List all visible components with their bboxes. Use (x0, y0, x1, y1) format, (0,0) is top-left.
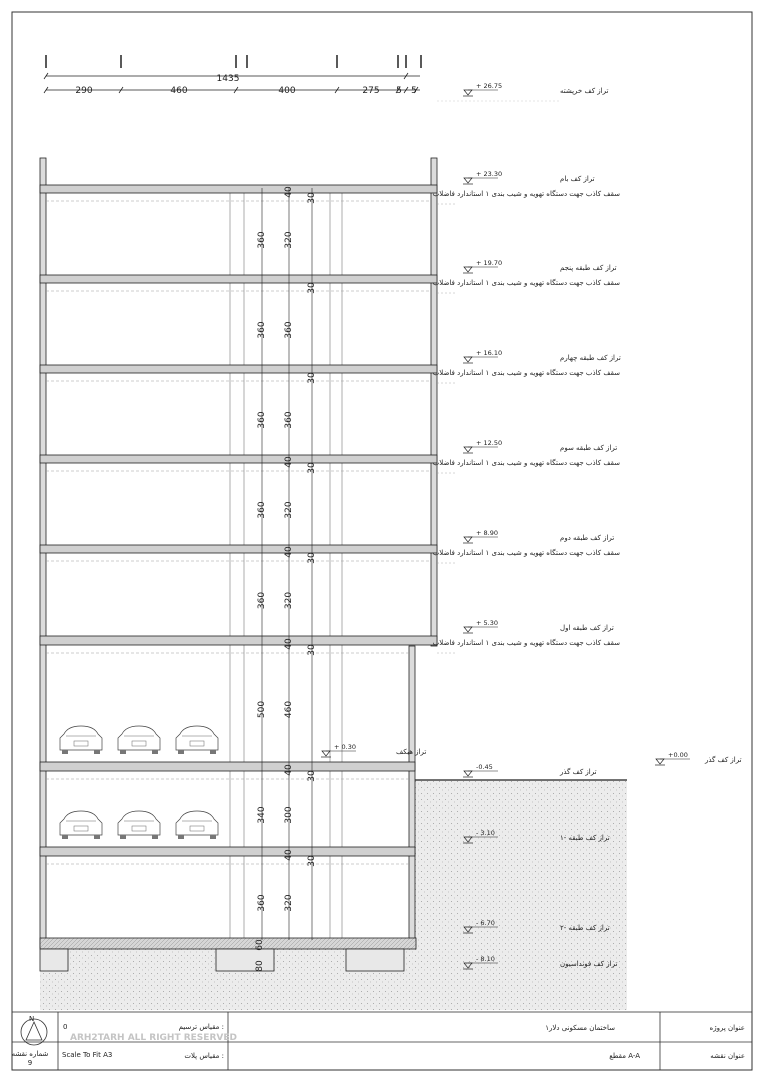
floor-total-height-2: 360 (257, 321, 267, 339)
ceiling-depth-2: 30 (307, 282, 317, 294)
dim-segment-6: 5 (411, 86, 417, 96)
floor-total-height-4: 360 (257, 501, 267, 519)
level-value-fourth: + 16.10 (476, 349, 503, 357)
level-value-fifth: + 19.70 (476, 259, 503, 267)
car-icon-6 (176, 811, 218, 839)
level-label-parapet: تراز کف خرپشته (560, 87, 609, 95)
car-wheel-right-5 (152, 835, 158, 839)
floor-total-height-8: 360 (257, 894, 267, 912)
floor-clear-height-7: 300 (284, 806, 294, 824)
level-triangle-icon-third (464, 447, 472, 452)
drawing-title-label: عنوان نقشه (710, 1052, 745, 1060)
dim-segment-3: 400 (278, 86, 296, 96)
level-label-b1: تراز کف طبقه -۱ (560, 834, 610, 842)
level-value-hakok: + 0.30 (334, 743, 356, 751)
foundation-raft (40, 938, 416, 949)
floor-total-height-6: 500 (257, 700, 267, 719)
level-value-street: +0.00 (668, 751, 688, 759)
ceiling-depth-8: 30 (307, 855, 317, 867)
car-wheel-left-2 (120, 750, 126, 754)
plot-scale-label: مقیاس پلات : (184, 1052, 224, 1060)
level-triangle-icon-roof (464, 178, 472, 183)
ceiling-note-third: سقف کاذب جهت دستگاه تهویه و شیب بندی ۱ استاندارد فاضلاب (432, 459, 620, 467)
slab-thickness-7: 40 (284, 764, 294, 776)
dim-segment-5: 5 (396, 86, 402, 96)
ceiling-depth-1: 30 (307, 192, 317, 204)
level-label-third: تراز کف طبقه سوم (560, 444, 618, 452)
car-icon-1 (60, 726, 102, 754)
level-value-parapet: + 26.75 (476, 82, 503, 90)
sheet-number-label: شماره نقشه (11, 1050, 49, 1058)
floor-clear-height-5: 320 (284, 591, 294, 610)
slab-thickness-4: 40 (284, 456, 294, 468)
level-marker-fourth (433, 349, 621, 383)
ceiling-note-second: سقف کاذب جهت دستگاه تهویه و شیب بندی ۱ استاندارد فاضلاب (432, 549, 620, 557)
project-title-value: ساختمان مسکونی دلار۱ (545, 1024, 615, 1032)
soil-fill (415, 780, 627, 1010)
car-icon-4 (60, 811, 102, 839)
level-marker-third (433, 439, 620, 473)
car-wheel-right-6 (210, 835, 216, 839)
ceiling-depth-5: 30 (307, 552, 317, 564)
slab-thickness-5: 40 (284, 546, 294, 558)
car-wheel-left-3 (178, 750, 184, 754)
level-marker-street (655, 751, 742, 765)
car-wheel-right-3 (210, 750, 216, 754)
ceiling-depth-7: 30 (307, 770, 317, 782)
level-triangle-icon-second (464, 537, 472, 542)
level-label-roof: تراز کف بام (560, 175, 595, 183)
floor-clear-height-3: 360 (284, 411, 294, 429)
level-triangle-icon-parapet (464, 90, 472, 95)
dim-segment-2: 460 (170, 86, 188, 96)
car-body-1 (60, 726, 102, 750)
level-triangle-icon-fifth (464, 267, 472, 272)
scale-value: Scale To Fit A3 (62, 1051, 113, 1059)
floor-total-height-1: 360 (257, 231, 267, 249)
car-body-4 (60, 811, 102, 835)
car-icon-5 (118, 811, 160, 839)
slab-thickness-1: 40 (284, 186, 294, 198)
level-value-roof: + 23.30 (476, 170, 503, 178)
sheet-border (12, 12, 752, 1070)
parked-cars (60, 726, 218, 839)
level-label-ground: تراز کف گذر (560, 768, 597, 776)
level-value-second: + 8.90 (476, 529, 498, 537)
car-wheel-left-4 (62, 835, 68, 839)
floor-slabs (40, 185, 437, 856)
level-value-foundation: - 8.10 (476, 955, 495, 963)
car-body-5 (118, 811, 160, 835)
level-marker-ground (463, 763, 597, 777)
foundation-dim-80: 80 (255, 960, 265, 972)
floor-clear-height-4: 320 (284, 501, 294, 519)
watermark: ARH2TARH ALL RIGHT RESERVED (70, 1033, 237, 1043)
floor-total-height-5: 360 (257, 591, 267, 610)
ceiling-note-roof: سقف کاذب جهت دستگاه تهویه و شیب بندی ۱ استاندارد فاضلاب (432, 190, 620, 198)
project-title-label: عنوان پروژه (709, 1024, 745, 1032)
level-label-hakok: تراز هبکف (396, 748, 427, 756)
car-body-2 (118, 726, 160, 750)
level-triangle-icon-hakok (322, 751, 330, 756)
level-label-second: تراز کف طبقه دوم (560, 534, 615, 542)
level-triangle-icon-first (464, 627, 472, 632)
floor-clear-height-6: 460 (284, 700, 294, 719)
ceiling-depth-6: 30 (307, 644, 317, 656)
level-value-b2: - 6.70 (476, 919, 495, 927)
level-triangle-icon-ground (464, 771, 472, 776)
level-label-first: تراز کف طبقه اول (560, 624, 614, 632)
ceiling-note-first: سقف کاذب جهت دستگاه تهویه و شیب بندی ۱ استاندارد فاضلاب (432, 639, 620, 647)
dim-segment-1: 290 (75, 86, 93, 96)
floor-total-height-3: 360 (257, 411, 267, 429)
car-wheel-right-2 (152, 750, 158, 754)
car-body-6 (176, 811, 218, 835)
car-wheel-left-6 (178, 835, 184, 839)
dim-overall: 1435 (216, 74, 240, 84)
columns (230, 192, 342, 940)
zero-label: 0 (63, 1023, 68, 1031)
level-marker-fifth (433, 259, 620, 293)
level-value-first: + 5.30 (476, 619, 498, 627)
level-triangle-icon-fourth (464, 357, 472, 362)
scale-label: مقیاس ترسیم : (178, 1023, 224, 1031)
ceiling-note-fourth: سقف کاذب جهت دستگاه تهویه و شیب بندی ۱ استاندارد فاضلاب (432, 369, 620, 377)
level-triangle-icon-street (656, 759, 664, 764)
sheet-number-value: 9 (27, 1059, 33, 1067)
level-marker-roof (433, 170, 620, 204)
level-value-ground: -0.45 (476, 763, 493, 771)
foundation-dim-60: 60 (255, 939, 265, 951)
ceiling-depth-3: 30 (307, 372, 317, 384)
level-marker-first (433, 619, 620, 653)
car-wheel-left-5 (120, 835, 126, 839)
car-wheel-right-4 (94, 835, 100, 839)
car-wheel-right-1 (94, 750, 100, 754)
level-marker-parapet (437, 82, 608, 101)
level-label-fourth: تراز کف طبقه چهارم (560, 354, 621, 362)
north-label: N (29, 1015, 35, 1023)
dim-segment-4: 275 (362, 86, 380, 96)
slab-thickness-8: 40 (284, 849, 294, 861)
car-icon-2 (118, 726, 160, 754)
level-marker-second (433, 529, 620, 563)
level-value-b1: - 3.10 (476, 829, 495, 837)
ceiling-depth-4: 30 (307, 462, 317, 474)
floor-clear-height-2: 360 (284, 321, 294, 339)
level-label-street: تراز کف گذر (705, 756, 742, 764)
car-wheel-left-1 (62, 750, 68, 754)
ceiling-note-fifth: سقف کاذب جهت دستگاه تهویه و شیب بندی ۱ استاندارد فاضلاب (432, 279, 620, 287)
floor-clear-height-1: 320 (284, 231, 294, 249)
car-icon-3 (176, 726, 218, 754)
floor-clear-height-8: 320 (284, 894, 294, 912)
level-label-foundation: تراز کف فونداسیون (560, 960, 618, 968)
car-body-3 (176, 726, 218, 750)
level-label-b2: تراز کف طبقه -۲ (560, 924, 610, 932)
level-label-fifth: تراز کف طبقه پنجم (560, 264, 617, 272)
slab-thickness-6: 40 (284, 638, 294, 650)
drawing-title-value: مقطع A-A (609, 1052, 640, 1060)
vertical-dimension-chains (262, 188, 312, 940)
level-value-third: + 12.50 (476, 439, 503, 447)
floor-total-height-7: 340 (257, 806, 267, 824)
